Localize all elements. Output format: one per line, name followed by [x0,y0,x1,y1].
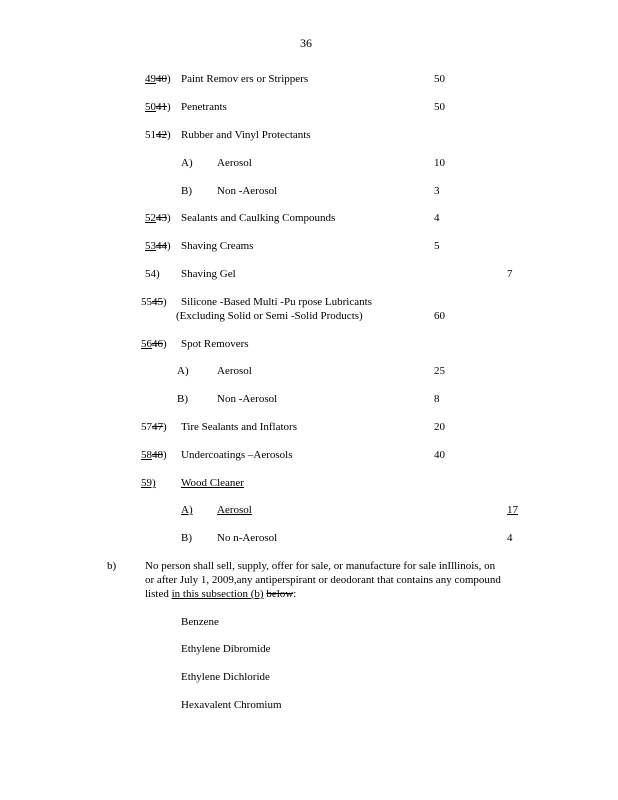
item-56-number-new: 56 [141,338,152,350]
item-50-number [145,101,171,114]
compound-item: Ethylene Dibromide [181,643,271,655]
item-54-value: 7 [507,268,513,280]
item-55-number [141,296,167,309]
item-51b-label: Non -Aerosol [217,185,278,197]
item-49-value: 50 [434,73,445,85]
section-b-deleted-text: below [266,588,294,600]
section-b-letter: b) [107,560,117,572]
item-51a-value: 10 [434,157,445,169]
item-56a-letter: A) [177,365,189,377]
item-51a-letter: A) [181,157,193,169]
item-52-number-old: 43 [156,212,167,224]
item-59b-label: No n-Aerosol [217,532,278,544]
item-53-number-old: 44 [156,240,167,252]
item-56-label: Spot Removers [181,338,249,350]
item-56-number-old: 46 [152,338,163,350]
item-51-label: Rubber and Vinyl Protectants [181,129,311,141]
item-51a-label: Aerosol [217,157,252,169]
item-50-number-old: 41 [156,101,167,113]
item-50-value: 50 [434,101,445,113]
item-55-paren: ) [163,296,167,308]
item-51b-letter: B) [181,185,192,197]
item-56b-letter: B) [177,393,188,405]
compound-item: Hexavalent Chromium [181,699,282,711]
item-51-number-old: 42 [156,129,167,141]
item-59a-value: 17 [507,504,518,516]
item-51b-value: 3 [434,185,440,197]
item-56b-label: Non -Aerosol [217,393,278,405]
item-56a-label: Aerosol [217,365,252,377]
item-57-number-new: 57 [141,421,152,433]
item-55-label: Silicone -Based Multi -Pu rpose Lubricants [181,296,372,308]
item-55-label-line2: (Excluding Solid or Semi -Solid Products) [176,310,363,322]
item-59a-letter: A) [181,504,193,516]
item-58-label: Undercoatings –Aerosols [181,449,293,461]
item-59-number: 59) [141,477,156,489]
item-49-number [145,73,171,86]
item-49-label: Paint Remov ers or Strippers [181,73,309,85]
item-59a-label: Aerosol [217,504,252,516]
item-53-label: Shaving Creams [181,240,254,252]
item-54-number: 54) [145,268,160,280]
item-52-label: Sealants and Caulking Compounds [181,212,336,224]
compound-item: Benzene [181,616,219,628]
item-51-paren: ) [167,129,171,141]
item-56a-value: 25 [434,365,445,377]
item-57-number [141,421,167,434]
item-49-number-old: 40 [156,73,167,85]
item-52-value: 4 [434,212,440,224]
section-b-line-3-end: : [293,588,297,600]
item-56b-value: 8 [434,393,440,405]
item-51-number [145,129,171,142]
item-58-value: 40 [434,449,445,461]
item-49-number-new: 49 [145,73,156,85]
item-53-number [145,240,171,253]
item-57-paren: ) [163,421,167,433]
item-50-number-new: 50 [145,101,156,113]
page-number: 36 [300,36,312,50]
compound-item: Ethylene Dichloride [181,671,270,683]
section-b-line-3-start: listed [145,588,172,600]
item-57-value: 20 [434,421,445,433]
item-59b-letter: B) [181,532,192,544]
item-52-number [145,212,171,225]
item-56-number [141,338,167,351]
item-58-paren: ) [163,449,167,461]
item-57-number-old: 47 [152,421,163,433]
item-55-value: 60 [434,310,445,322]
item-53-number-new: 53 [145,240,156,252]
section-b-line-1: No person shall sell, supply, offer for sale, or manufacture for sale inIllinois, on [145,560,496,572]
item-58-number [141,449,167,462]
item-53-paren: ) [167,240,171,252]
item-53-value: 5 [434,240,440,252]
item-51-number-new: 51 [145,129,156,141]
item-55-number-new: 55 [141,296,152,308]
item-57-label: Tire Sealants and Inflators [181,421,297,433]
item-49-paren: ) [167,73,171,85]
item-50-paren: ) [167,101,171,113]
item-56-paren: ) [163,338,167,350]
item-59-label: Wood Cleaner [181,477,244,489]
item-50-label: Penetrants [181,101,227,113]
item-55-number-old: 45 [152,296,163,308]
item-58-number-new: 58 [141,449,152,461]
section-b-line-3 [145,588,296,601]
section-b-inserted-text: in this subsection (b) [171,588,264,600]
item-52-number-new: 52 [145,212,156,224]
item-54-label: Shaving Gel [181,268,236,280]
section-b-line-2: or after July 1, 2009,any antiperspirant or deodorant that contains any compound [145,574,501,586]
item-58-number-old: 48 [152,449,163,461]
item-59b-value: 4 [507,532,513,544]
item-52-paren: ) [167,212,171,224]
